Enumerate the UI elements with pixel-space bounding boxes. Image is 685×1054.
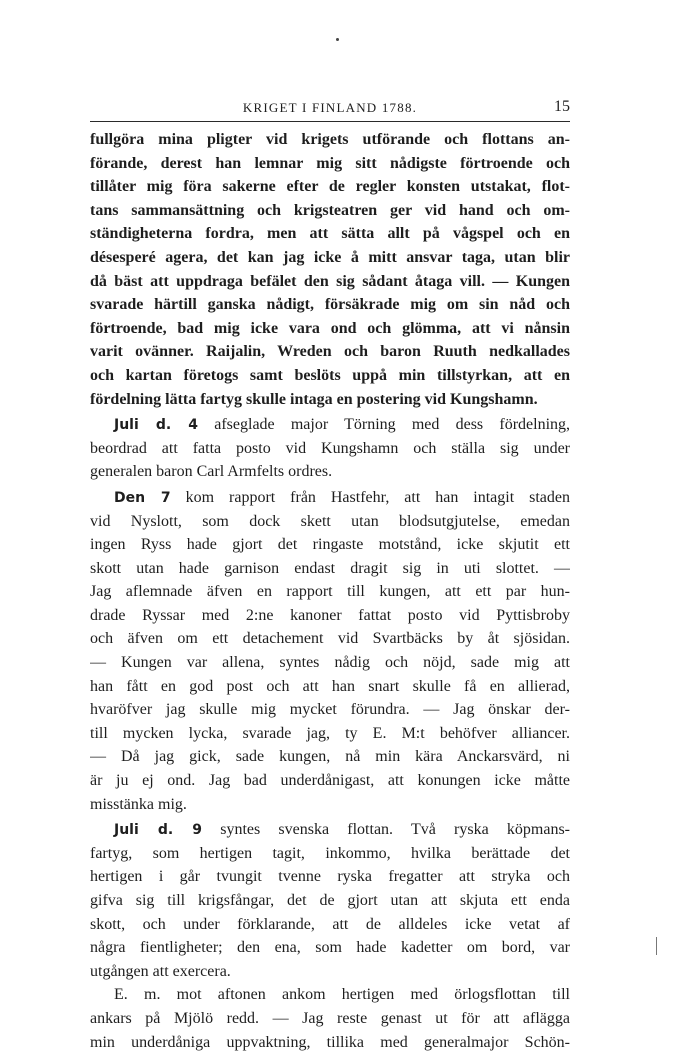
text-line: ankars på Mjölö redd. — Jag reste genast ut för att aflägga — [90, 1009, 570, 1027]
text-line: min underdåniga uppvaktning, tillika med generalmajor Schön- — [90, 1033, 570, 1051]
text-line: hvaröfver jag skulle mig mycket förundra. — Jag önskar der- — [90, 701, 570, 719]
text-line: ingen Ryss hade gjort det ringaste motstånd, icke skjutit ett — [90, 536, 570, 554]
text-line: désesperé agera, det kan jag icke å mitt ansvar taga, utan blir — [90, 248, 570, 266]
paragraph-3 — [90, 486, 570, 816]
text-line: är ju ej ond. Jag bad underdånigast, att konungen icke måtte — [90, 772, 570, 790]
text-line: varit ovänner. Raijalin, Wreden och baron Ruuth nedkallades — [90, 343, 570, 361]
text-line: förtroende, bad mig icke vara ond och glömma, att vi nånsin — [90, 319, 570, 337]
text-line — [90, 818, 570, 842]
text-line: — Då jag gick, sade kungen, nå min kära Anckarsvärd, ni — [90, 748, 570, 766]
text-span: afseglade major Törning med dess fördelning, — [198, 416, 570, 434]
text-line: förande, derest han lemnar mig sitt nådigste förtroende och — [90, 154, 570, 172]
text-line: skott utan hade garnison endast dragit sig in uti slottet. — — [90, 559, 570, 577]
margin-mark — [656, 937, 657, 955]
text-line: beordrad att fatta posto vid Kungshamn och ställa sig under — [90, 439, 570, 457]
entry-date: Den 7 — [114, 489, 171, 506]
text-line: fullgöra mina pligter vid krigets utförande och flottans an- — [90, 131, 570, 148]
text-line: misstänka mig. — [90, 795, 187, 813]
text-line: tillåter mig föra sakerne efter de regler konsten utstakat, flot- — [90, 178, 570, 196]
text-line: till mycken lycka, svarade jag, ty E. M:t behöfver alliancer. — [90, 724, 570, 742]
entry-date: Juli d. 4 — [114, 417, 199, 434]
text-line: skott, och under förklarande, att de alldeles icke vetat af — [90, 915, 570, 933]
text-line: svarade härtill ganska nådigt, försäkrade mig om sin nåd och — [90, 296, 570, 314]
text-line: och äfven om ett detachement vid Svartbäcks by åt sjösidan. — [90, 630, 570, 648]
text-line: fartyg, som hertigen tagit, inkommo, hvilka berättade det — [90, 844, 570, 862]
text-line: fördelning lätta fartyg skulle intaga en postering vid Kungshamn. — [90, 390, 538, 408]
body-text — [90, 128, 570, 1054]
entry-date: Juli d. 9 — [114, 822, 203, 839]
text-line: han fått en god post och att han snart skulle få en allierad, — [90, 677, 570, 695]
text-line: och kartan företogs samt beslöts uppå min tillstyrkan, att en — [90, 366, 570, 384]
text-line: Jag aflemnade äfven en rapport till kungen, att ett par hun- — [90, 583, 570, 601]
page-number: 15 — [554, 98, 570, 115]
running-header — [90, 100, 570, 120]
text-line: hertigen i går tvungit tvenne ryska fregatter att stryka och — [90, 868, 570, 886]
text-span: syntes svenska flottan. Två ryska köpmans- — [202, 821, 570, 839]
text-line — [90, 413, 570, 437]
text-line: gifva sig till krigsfångar, det de gjort utan att skjuta ett enda — [90, 892, 570, 909]
text-line — [90, 486, 570, 510]
text-line: några fientligheter; den ena, som hade kadetter om bord, var — [90, 939, 570, 957]
text-span: kom rapport från Hastfehr, att han intagit staden — [170, 488, 570, 506]
text-line: vid Nyslott, som dock skett utan blodsutgjutelse, emedan — [90, 512, 570, 530]
paragraph-1 — [90, 128, 570, 411]
text-line: E. m. mot aftonen ankom hertigen med örlogsflottan till — [114, 986, 570, 1004]
paragraph-5 — [90, 983, 570, 1054]
text-line: drade Ryssar med 2:ne kanoner fattat posto vid Pyttisbroby — [90, 606, 570, 624]
ink-speck — [336, 38, 339, 41]
paragraph-2 — [90, 413, 570, 484]
text-line: tans sammansättning och krigsteatren ger vid hand och om- — [90, 201, 570, 219]
header-rule — [90, 121, 570, 122]
text-line: ständigheterna fordra, men att sätta allt på vågspel och en — [90, 225, 570, 243]
running-title: KRIGET I FINLAND 1788. — [242, 100, 418, 115]
text-line: utgången att exercera. — [90, 962, 231, 980]
text-line: då bäst att uppdraga befälet den sig sådant åtaga vill. — Kungen — [90, 272, 570, 290]
text-line: generalen baron Carl Armfelts ordres. — [90, 463, 333, 481]
paragraph-4 — [90, 818, 570, 983]
text-line: — Kungen var allena, syntes nådig och nöjd, sade mig att — [90, 654, 570, 672]
